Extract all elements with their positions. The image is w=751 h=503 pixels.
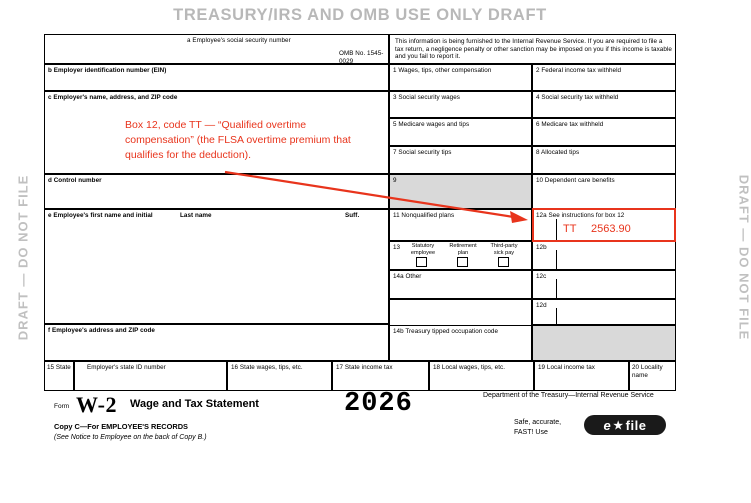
box-16-state-wages[interactable] <box>227 361 332 391</box>
box-14a-label: 14a Other <box>393 273 422 280</box>
box-12c[interactable] <box>532 270 676 299</box>
footer-safe-line2: FAST! Use <box>514 429 548 436</box>
box-14a-extra[interactable] <box>389 299 532 325</box>
box-8-allocated-tips[interactable] <box>532 146 676 174</box>
box-12b-label: 12b <box>536 244 547 251</box>
annotation-text: Box 12, code TT — “Qualified overtime compensation” (the FLSA overtime premium that qualifies for the deduction). <box>125 119 351 161</box>
box-12a-code: TT <box>563 223 577 235</box>
box-19-local-tax[interactable] <box>534 361 629 391</box>
box-13-label: 13 <box>393 244 401 251</box>
box-1-label: 1 Wages, tips, other compensation <box>393 67 492 74</box>
box-15-label: 15 State <box>47 364 71 371</box>
box-13-checkboxes[interactable] <box>389 241 532 270</box>
box-13-statutory-label: Statutory employee <box>410 243 436 256</box>
box-8-label: 8 Allocated tips <box>536 149 580 156</box>
watermark-left: DRAFT — DO NOT FILE <box>15 174 31 341</box>
box-2-label: 2 Federal income tax withheld <box>536 67 622 74</box>
box-6-medicare-tax[interactable] <box>532 118 676 146</box>
box-7-label: 7 Social security tips <box>393 149 452 156</box>
footer-form-title: Wage and Tax Statement <box>130 398 259 410</box>
box-c-label: c Employer's name, address, and ZIP code <box>48 94 178 101</box>
box-3-label: 3 Social security wages <box>393 94 460 101</box>
footer-form-number: W-2 <box>76 392 118 417</box>
box-f-label: f Employee's address and ZIP code <box>48 327 155 334</box>
box-12b[interactable] <box>532 241 676 270</box>
box-12a-highlight <box>532 208 676 242</box>
efile-file-word: file <box>625 417 647 433</box>
box-15-id-label: Employer's state ID number <box>87 364 166 371</box>
box-a-ssn[interactable] <box>44 34 389 64</box>
box-12d[interactable] <box>532 299 676 325</box>
box-e-lastname-label: Last name <box>180 212 212 219</box>
box-4-label: 4 Social security tax withheld <box>536 94 619 101</box>
box-15-state[interactable] <box>44 361 74 391</box>
box-20-locality[interactable] <box>629 361 676 391</box>
box-14b-tipped-code[interactable] <box>389 325 532 361</box>
box-13-thirdparty-checkbox[interactable] <box>498 257 509 267</box>
footer-note: (See Notice to Employee on the back of Copy B.) <box>54 434 207 441</box>
box-4-ss-tax[interactable] <box>532 91 676 118</box>
omb-label: OMB No. 1545-0029 <box>339 50 384 65</box>
box-b-label: b Employer identification number (EIN) <box>48 67 167 74</box>
box-13-thirdparty-label: Third-party sick pay <box>490 243 518 256</box>
annotation-arrow-icon <box>120 110 540 230</box>
box-10-label: 10 Dependent care benefits <box>536 177 615 184</box>
box-14b-label: 14b Treasury tipped occupation code <box>393 328 499 335</box>
w2-form <box>44 34 676 454</box>
box-12d-label: 12d <box>536 302 547 309</box>
irs-notice <box>389 34 676 64</box>
box-b-ein[interactable] <box>44 64 389 91</box>
box-a-label: a Employee's social security number <box>187 37 291 44</box>
star-icon: ★ <box>613 419 624 432</box>
box-15-state-id[interactable] <box>74 361 227 391</box>
footer-copy: Copy C—For EMPLOYEE'S RECORDS <box>54 422 188 431</box>
box-12a-label: 12a See instructions for box 12 <box>536 212 625 219</box>
box-16-label: 16 State wages, tips, etc. <box>231 364 303 371</box>
box-5-label: 5 Medicare wages and tips <box>393 121 470 128</box>
box-1-wages[interactable] <box>389 64 532 91</box>
box-12c-label: 12c <box>536 273 547 280</box>
box-18-label: 18 Local wages, tips, etc. <box>433 364 506 371</box>
box-d-label: d Control number <box>48 177 102 184</box>
watermark-right: DRAFT — DO NOT FILE <box>736 174 751 341</box>
omb-cell <box>339 34 389 64</box>
footer-safe-line1: Safe, accurate, <box>514 419 562 426</box>
efile-logo <box>584 415 666 435</box>
box-11-label: 11 Nonqualified plans <box>393 212 455 219</box>
footer-department: Department of the Treasury—Internal Revenue Service <box>483 392 654 399</box>
box-9-label: 9 <box>393 177 397 184</box>
box-6-label: 6 Medicare tax withheld <box>536 121 604 128</box>
box-13-retirement-label: Retirement plan <box>449 243 477 256</box>
box-17-state-tax[interactable] <box>332 361 429 391</box>
box-20-label: 20 Locality name <box>632 364 663 379</box>
box-13-statutory-checkbox[interactable] <box>416 257 427 267</box>
irs-notice-text: This information is being furnished to the Internal Revenue Service. If you are required to file a tax return, a negligence penalty or other sanction may be imposed on you if this income is taxable and you fail to report it. <box>395 38 672 60</box>
box-10-dependent-care[interactable] <box>532 174 676 209</box>
box-19-label: 19 Local income tax <box>538 364 595 371</box>
box-17-label: 17 State income tax <box>336 364 393 371</box>
box-13-retirement-checkbox[interactable] <box>457 257 468 267</box>
box-12a-value: 2563.90 <box>591 223 631 235</box>
box-18-local-wages[interactable] <box>429 361 534 391</box>
footer-form-word: Form <box>54 403 70 410</box>
box-12-shaded-filler <box>532 325 676 361</box>
efile-e-letter: e <box>603 417 612 433</box>
box-e-suffix-label: Suff. <box>345 212 360 219</box>
box-e-label: e Employee's first name and initial <box>48 212 153 219</box>
box-f-employee-address[interactable] <box>44 324 389 361</box>
watermark-top: TREASURY/IRS AND OMB USE ONLY DRAFT <box>173 6 547 24</box>
box-2-fed-tax[interactable] <box>532 64 676 91</box>
box-14a-other[interactable] <box>389 270 532 299</box>
footer-year: 2026 <box>344 389 413 419</box>
